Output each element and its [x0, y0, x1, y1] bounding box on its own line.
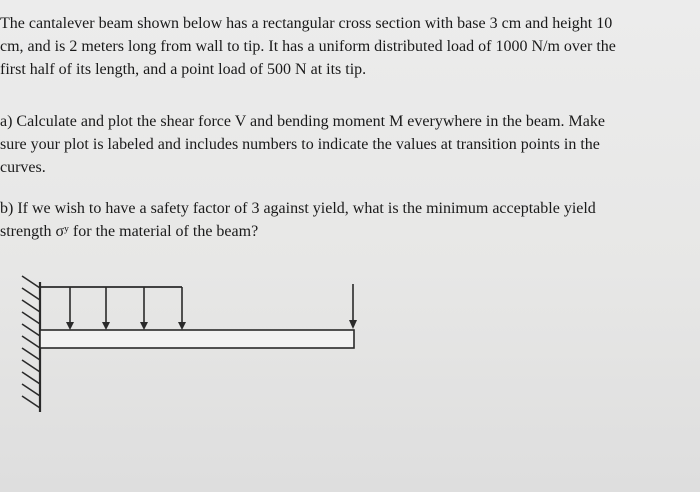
part-b-line: strength σʸ for the material of the beam?	[0, 223, 259, 240]
intro-line: first half of its length, and a point load of 500 N at its tip.	[0, 61, 367, 78]
cantilever-beam-diagram	[0, 272, 380, 417]
part-a-line: curves.	[0, 159, 46, 176]
part-a-line: a) Calculate and plot the shear force V and bending moment M everywhere in the beam. Make	[0, 113, 605, 130]
part-a-line: sure your plot is labeled and includes numbers to indicate the values at transition points in the	[0, 136, 600, 153]
part-a-question	[0, 110, 605, 179]
intro-line: cm, and is 2 meters long from wall to tip. It has a uniform distributed load of 1000 N/m over the	[0, 38, 616, 55]
part-b-question	[0, 197, 596, 243]
beam	[40, 330, 354, 348]
fixed-wall	[22, 276, 40, 412]
distributed-load	[40, 287, 186, 330]
part-b-line: b) If we wish to have a safety factor of 3 against yield, what is the minimum acceptable yield	[0, 200, 596, 217]
point-load-arrow	[349, 284, 357, 329]
problem-intro	[0, 12, 616, 81]
intro-line: The cantalever beam shown below has a rectangular cross section with base 3 cm and height 10	[0, 15, 613, 32]
